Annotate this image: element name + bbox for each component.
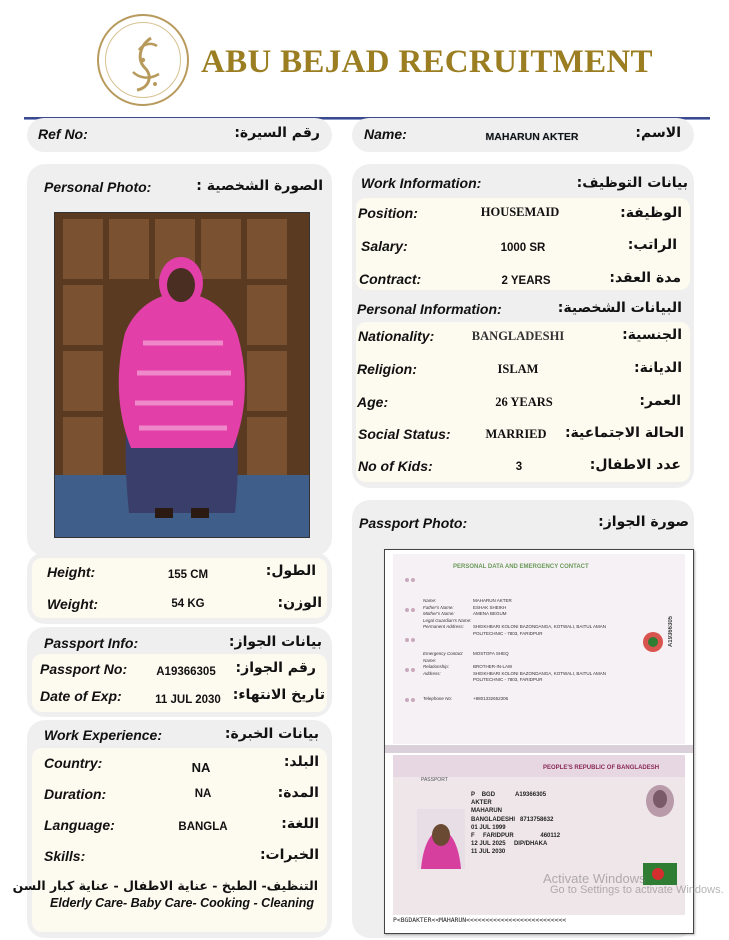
passport-photo-label: Passport Photo:: [359, 515, 468, 531]
height-label: Height:: [47, 564, 96, 580]
company-name: ABU BEJAD RECRUITMENT: [201, 44, 653, 80]
contract-label: Contract:: [359, 271, 422, 287]
name-label: Name:: [364, 126, 407, 142]
activate-windows-hint: Go to Settings to activate Windows.: [550, 884, 724, 896]
personal-photo-label-ar: الصورة الشخصية :: [196, 178, 323, 194]
religion-label-ar: الديانة:: [633, 360, 682, 376]
duration-value: NA: [194, 788, 212, 800]
age-label: Age:: [357, 394, 389, 410]
row-perm-address: Permanent Address: SHEIKHBARI KOLONI BAZONDANGA, KOTWALI, BAITUL AMAN POLITECHNIC - 7803, FARIDPUR: [423, 624, 606, 636]
row-address: Address: SHEIKHBARI KOLONI BAZONDANGA, KOTWALI, BAITUL AMAN POLITECHNIC - 7803, FARIDPUR: [423, 670, 606, 682]
activate-windows-watermark: Activate Windows: [543, 871, 646, 886]
row-father: Father's Name: ESHAK SHEIKH: [423, 604, 507, 610]
nationality-label: Nationality:: [358, 328, 435, 344]
skills-label-ar: الخبرات:: [259, 847, 319, 863]
passport-number-label: Passport No:: [40, 661, 128, 677]
passport-perforation: [401, 570, 425, 720]
name-label-ar: الاسم:: [635, 125, 681, 141]
ref-label-ar: رقم السيرة:: [234, 125, 320, 141]
passport-info-header: Passport Info:: [44, 635, 139, 651]
language-label: Language:: [44, 817, 115, 833]
company-logo: [97, 14, 189, 106]
salary-label: Salary:: [361, 238, 408, 254]
ref-label: Ref No:: [38, 126, 88, 142]
calligraphy-monogram-icon: [99, 16, 191, 108]
experience-header: Work Experience:: [44, 727, 163, 743]
nationality-value: BANGLADESHI: [471, 329, 565, 343]
kids-label: No of Kids:: [358, 458, 433, 474]
salary-label-ar: الراتب:: [627, 237, 677, 253]
position-label-ar: الوظيفة:: [620, 205, 682, 221]
emergency-rows: [423, 598, 623, 702]
work-info-header-ar: بيانات التوظيف:: [576, 175, 688, 191]
vertical-passport-number: A19366305: [668, 616, 674, 648]
salary-value: 1000 SR: [500, 242, 546, 254]
row-name: Name: MAHARUN AKTER: [423, 598, 512, 603]
social-status-value: MARRIED: [485, 427, 547, 441]
expiry-label-ar: تاريخ الانتهاء:: [232, 687, 325, 703]
skills-text-en: Elderly Care- Baby Care- Cooking - Cleaning: [50, 896, 314, 910]
weight-label-ar: الوزن:: [277, 595, 322, 611]
position-label: Position:: [358, 205, 418, 221]
personal-info-header: Personal Information:: [357, 301, 502, 317]
age-label-ar: العمر:: [639, 393, 681, 409]
expiry-value: 11 JUL 2030: [155, 694, 221, 706]
name-value: MAHARUN AKTER: [485, 131, 579, 143]
passport-scan: PERSONAL DATA AND EMERGENCY CONTACT Name: MAHARUN AKTER Father's Name: ESHAK SHEIKH Mother's Name: AMENA BEGUM Legal Guardian's Name: Permanent Address: SHEIKHBARI KOLONI BAZONDANGA, KOTWALI, BAITUL AMAN POLITECHNIC - 7803, FARIDPUR Emergency Contact Name: MOSTOFA SHEQ Relationship: BROTHER-IN-LAW Address: SHEIKHBARI KOLONI BAZONDANGA, KOTWALI, BAITUL AMAN POLITECHNIC - 7803, FARIDPUR Telephone No: +8801332652306 A19366305 PEOPLE'S REPUBLIC OF BANGLADESH PASSPORT P BGD A19366305 AKTER MAHARUN BANGLADESHI 8713758632 01 JUL 1999 F FARIDPUR 460112 12 JUL 2025 DIP/DHAKA 11 JUL 2030 Activate Windows P<BGDAKTER<<MAHARUN<<<<<<<<<<<<<<<<<<<<<<<<<<: [384, 549, 694, 934]
passport-number-value: A19366305: [156, 666, 216, 678]
kids-label-ar: عدد الاطفال:: [589, 457, 681, 473]
personal-photo-label: Personal Photo:: [44, 179, 152, 195]
emblem-icon: [641, 630, 665, 654]
social-status-label: Social Status:: [358, 426, 451, 442]
flag-icon: [643, 863, 677, 885]
row-guardian: Legal Guardian's Name:: [423, 617, 472, 623]
personal-photo: [54, 212, 310, 538]
weight-value: 54 KG: [171, 598, 205, 610]
position-value: HOUSEMAID: [480, 205, 560, 219]
row-telephone: Telephone No: +8801332652306: [423, 695, 509, 701]
skills-label: Skills:: [44, 848, 86, 864]
language-value: BANGLA: [178, 821, 228, 833]
contract-value: 2 YEARS: [501, 275, 551, 287]
skills-text-ar: التنظيف- الطبخ - عناية الاطفال - عناية كبار السن: [12, 878, 318, 893]
ghost-photo: [643, 783, 677, 819]
duration-label: Duration:: [44, 786, 107, 802]
bio-fields: P BGD A19366305 AKTER MAHARUN BANGLADESHI 8713758632 01 JUL 1999 F FARIDPUR 460112 12 JUL 2025 DIP/DHAKA 11 JUL 2030: [471, 792, 561, 856]
personal-info-header-ar: البيانات الشخصية:: [557, 300, 682, 316]
nationality-label-ar: الجنسية:: [622, 327, 682, 343]
mrz-line: P<BGDAKTER<<MAHARUN<<<<<<<<<<<<<<<<<<<<<<<<<<: [393, 916, 567, 924]
expiry-label: Date of Exp:: [40, 688, 122, 704]
social-status-label-ar: الحالة الاجتماعية:: [564, 425, 684, 441]
row-emergency: Emergency Contact Name: MOSTOFA SHEQ: [423, 651, 509, 663]
religion-label: Religion:: [357, 361, 417, 377]
height-value: 155 CM: [167, 569, 209, 581]
height-label-ar: الطول:: [265, 563, 316, 579]
language-label-ar: اللغة:: [281, 816, 319, 832]
country-value: NA: [191, 760, 211, 775]
passport-number-label-ar: رقم الجواز:: [235, 660, 316, 676]
age-value: 26 YEARS: [495, 395, 553, 409]
passport-photo-label-ar: صورة الجواز:: [598, 514, 689, 530]
experience-header-ar: بيانات الخبرة:: [224, 726, 319, 742]
country-label: Country:: [44, 755, 103, 771]
passport-info-header-ar: بيانات الجواز:: [228, 634, 322, 650]
passport-bio-photo: [417, 809, 465, 869]
row-mother: Mother's Name: AMENA BEGUM: [423, 611, 507, 616]
work-info-header: Work Information:: [361, 175, 482, 191]
country-label-ar: البلد:: [283, 754, 319, 770]
row-relationship: Relationship: BROTHER-IN-LAW: [423, 664, 513, 669]
religion-value: ISLAM: [497, 362, 539, 376]
duration-label-ar: المدة:: [277, 785, 319, 801]
kids-value: 3: [515, 461, 523, 473]
weight-label: Weight:: [47, 596, 99, 612]
contract-label-ar: مدة العقد:: [609, 270, 681, 286]
